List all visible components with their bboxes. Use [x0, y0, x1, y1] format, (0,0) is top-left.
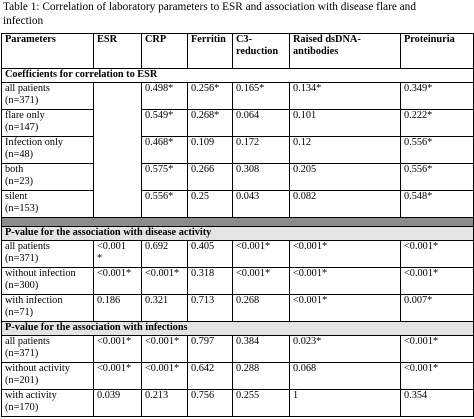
cell-c3: 0.384 — [233, 336, 290, 363]
row-label-line1: with infection — [5, 295, 63, 306]
cell-ferritin: 0.25 — [188, 191, 233, 218]
cell-dsdna: <0.001* — [290, 241, 401, 268]
cell-esr — [94, 268, 142, 295]
row-label-line1: silent — [5, 191, 28, 202]
section-header-row — [2, 322, 474, 336]
header-dsdna-line2: antibodies — [293, 46, 339, 57]
header-dsdna-line1: Raised dsDNA- — [293, 34, 361, 45]
cell-esr-line1: 0.186 — [97, 295, 121, 306]
row-label — [2, 83, 94, 110]
cell-c3: 0.308 — [233, 164, 290, 191]
table-row — [2, 241, 474, 268]
header-proteinuria: Proteinuria — [401, 34, 474, 69]
cell-crp: <0.001* — [142, 268, 188, 295]
cell-dsdna: 0.205 — [290, 164, 401, 191]
section-title-correlation: Coefficients for correlation to ESR — [2, 69, 474, 83]
cell-esr: <0.001* — [94, 363, 142, 390]
cell-c3: 0.165* — [233, 83, 290, 110]
cell-c3: 0.172 — [233, 137, 290, 164]
cell-c3: 0.288 — [233, 363, 290, 390]
header-c3 — [233, 34, 290, 69]
row-label-line2: (n=201) — [5, 375, 39, 386]
cell-esr-line1: <0.001 — [97, 241, 126, 252]
cell-crp: 0.556* — [142, 191, 188, 218]
cell-crp: <0.001* — [142, 363, 188, 390]
table-caption — [3, 0, 471, 28]
header-parameters: Parameters — [2, 34, 94, 69]
table-row — [2, 137, 474, 164]
cell-proteinuria: 0.222* — [401, 110, 474, 137]
cell-ferritin: 0.256* — [188, 83, 233, 110]
cell-proteinuria: 0.007* — [401, 295, 474, 322]
caption-line-1: Table 1: Correlation of laboratory parameters to ESR and association with disease flare and — [3, 1, 416, 13]
cell-dsdna: 1 — [290, 390, 401, 417]
row-label-line2: (n=371) — [5, 348, 39, 359]
cell-dsdna: <0.001* — [290, 268, 401, 295]
row-label-line2: (n=153) — [5, 203, 39, 214]
cell-c3: 0.043 — [233, 191, 290, 218]
row-label — [2, 295, 94, 322]
cell-dsdna: 0.12 — [290, 137, 401, 164]
esr-empty-cell — [94, 83, 142, 218]
cell-c3: 0.268 — [233, 295, 290, 322]
header-crp: CRP — [142, 34, 188, 69]
cell-dsdna: 0.068 — [290, 363, 401, 390]
table-row — [2, 110, 474, 137]
table-row — [2, 164, 474, 191]
section-header-row — [2, 227, 474, 241]
cell-crp: 0.321 — [142, 295, 188, 322]
cell-dsdna: 0.134* — [290, 83, 401, 110]
cell-crp: 0.498* — [142, 83, 188, 110]
cell-proteinuria: <0.001* — [401, 363, 474, 390]
cell-proteinuria: 0.354 — [401, 390, 474, 417]
cell-esr-line1: <0.001* — [97, 268, 132, 279]
cell-proteinuria: 0.548* — [401, 191, 474, 218]
row-label — [2, 137, 94, 164]
row-label-line2: (n=48) — [5, 149, 34, 160]
cell-ferritin: 0.642 — [188, 363, 233, 390]
row-label-line1: all patients — [5, 83, 50, 94]
row-label-line1: both — [5, 164, 24, 175]
section-title-disease-activity: P-value for the association with disease activity — [2, 227, 474, 241]
row-label-line1: with activity — [5, 390, 57, 401]
cell-crp: <0.001* — [142, 336, 188, 363]
section-title-infections: P-value for the association with infections — [2, 322, 474, 336]
section-divider — [2, 218, 474, 227]
cell-crp: 0.692 — [142, 241, 188, 268]
cell-ferritin: 0.266 — [188, 164, 233, 191]
header-c3-line1: C3- — [236, 34, 253, 45]
table-row — [2, 336, 474, 363]
cell-proteinuria: 0.556* — [401, 164, 474, 191]
cell-ferritin: 0.713 — [188, 295, 233, 322]
header-c3-line2: reduction — [236, 46, 279, 57]
cell-ferritin: 0.318 — [188, 268, 233, 295]
row-label — [2, 241, 94, 268]
row-label — [2, 336, 94, 363]
row-label — [2, 268, 94, 295]
header-ferritin: Ferritin — [188, 34, 233, 69]
row-label-line1: all patients — [5, 241, 50, 252]
cell-proteinuria: <0.001* — [401, 336, 474, 363]
row-label — [2, 363, 94, 390]
row-label-line1: all patients — [5, 336, 50, 347]
cell-esr — [94, 241, 142, 268]
row-label-line2: (n=371) — [5, 253, 39, 264]
row-label — [2, 390, 94, 417]
cell-ferritin: 0.405 — [188, 241, 233, 268]
row-label-line2: (n=371) — [5, 95, 39, 106]
table-row — [2, 295, 474, 322]
cell-proteinuria: 0.556* — [401, 137, 474, 164]
row-label — [2, 191, 94, 218]
table-row — [2, 390, 474, 417]
cell-esr: 0.039 — [94, 390, 142, 417]
row-label-line1: without activity — [5, 363, 70, 374]
header-dsdna — [290, 34, 401, 69]
header-row — [2, 34, 474, 69]
cell-c3: 0.255 — [233, 390, 290, 417]
cell-crp: 0.213 — [142, 390, 188, 417]
table-row — [2, 191, 474, 218]
row-label-line1: Infection only — [5, 137, 64, 148]
cell-dsdna: 0.023* — [290, 336, 401, 363]
row-label-line2: (n=300) — [5, 280, 39, 291]
data-table — [1, 33, 474, 417]
row-label-line2: (n=147) — [5, 122, 39, 133]
table-row — [2, 268, 474, 295]
table-row — [2, 83, 474, 110]
header-esr: ESR — [94, 34, 142, 69]
row-label-line2: (n=170) — [5, 402, 39, 413]
row-label-line1: flare only — [5, 110, 45, 121]
row-label — [2, 164, 94, 191]
cell-ferritin: 0.797 — [188, 336, 233, 363]
cell-dsdna: 0.082 — [290, 191, 401, 218]
cell-proteinuria: <0.001* — [401, 241, 474, 268]
cell-proteinuria: 0.349* — [401, 83, 474, 110]
section-header-row — [2, 69, 474, 83]
cell-crp: 0.468* — [142, 137, 188, 164]
row-label-line2: (n=71) — [5, 307, 34, 318]
cell-c3: 0.064 — [233, 110, 290, 137]
cell-c3: <0.001* — [233, 241, 290, 268]
cell-esr: <0.001* — [94, 336, 142, 363]
cell-crp: 0.549* — [142, 110, 188, 137]
cell-esr — [94, 295, 142, 322]
row-label-line2: (n=23) — [5, 176, 34, 187]
row-label — [2, 110, 94, 137]
table-row — [2, 363, 474, 390]
cell-ferritin: 0.268* — [188, 110, 233, 137]
cell-dsdna: 0.101 — [290, 110, 401, 137]
cell-crp: 0.575* — [142, 164, 188, 191]
caption-line-2: infection — [3, 15, 44, 27]
cell-proteinuria: <0.001* — [401, 268, 474, 295]
cell-dsdna: <0.001* — [290, 295, 401, 322]
cell-esr-line2: * — [97, 253, 103, 264]
cell-c3: <0.001* — [233, 268, 290, 295]
row-label-line1: without infection — [5, 268, 76, 279]
cell-ferritin: 0.109 — [188, 137, 233, 164]
cell-ferritin: 0.756 — [188, 390, 233, 417]
